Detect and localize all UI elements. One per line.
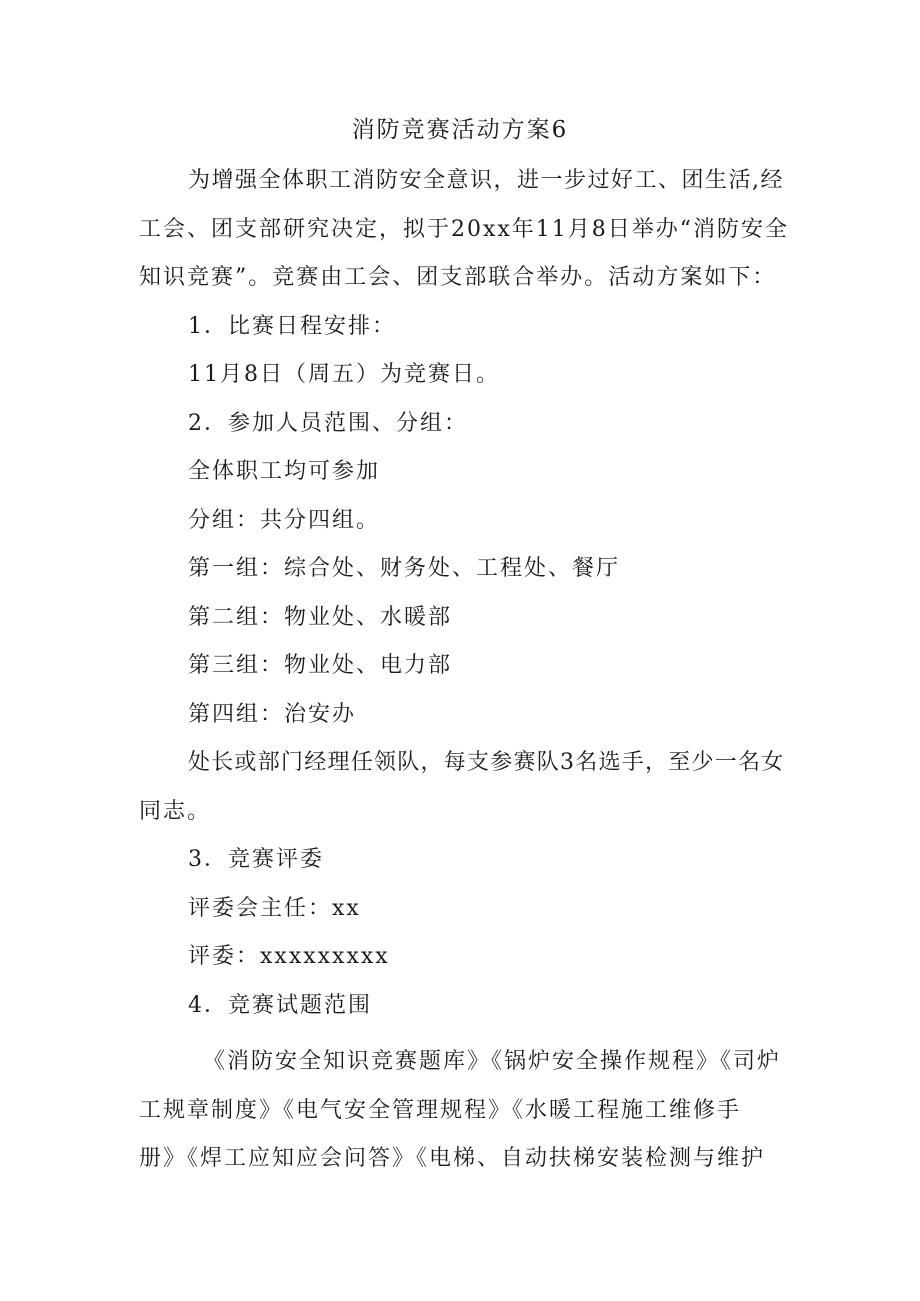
section-heading: 2．参加人员范围、分组：: [188, 410, 468, 436]
section-heading: 3．竞赛评委: [188, 847, 324, 872]
paragraph-line: 分组：共分四组。: [188, 507, 381, 533]
document-body: [139, 157, 789, 1184]
group-item: 第二组：物业处、水暖部: [188, 604, 453, 630]
paragraph-line: 册》《焊工应知应会问答》《电梯、自动扶梯安装检测与维护: [139, 1146, 766, 1171]
document-title: 消防竞赛活动方案6: [351, 117, 569, 143]
paragraph-line: 11月8日（周五）为竞赛日。: [188, 362, 500, 387]
paragraph-line: 工规章制度》《电气安全管理规程》《水暖工程施工维修手: [139, 1097, 742, 1123]
section-heading: 4．竞赛试题范围: [188, 992, 372, 1018]
group-item: 第一组：综合处、财务处、工程处、餐厅: [188, 556, 621, 581]
paragraph-line: 知识竞赛”。竞赛由工会、团支部联合举办。活动方案如下：: [139, 265, 777, 290]
paragraph-line: 全体职工均可参加: [188, 459, 381, 484]
paragraph-line: 处长或部门经理任领队，每支参赛队3名选手，至少一名女: [188, 750, 785, 775]
paragraph-line: 评委会主任：xx: [188, 895, 361, 921]
paragraph-line: 评委：xxxxxxxxx: [188, 944, 390, 969]
paragraph-line: 为增强全体职工消防安全意识，进一步过好工、团生活,经: [188, 168, 784, 193]
paragraph-line: 同志。: [139, 798, 212, 824]
section-heading: 1．比赛日程安排：: [188, 313, 396, 339]
group-item: 第三组：物业处、电力部: [188, 653, 453, 678]
paragraph-line: 《消防安全知识竞赛题库》《锅炉安全操作规程》《司炉: [203, 1049, 782, 1074]
group-item: 第四组：治安办: [188, 701, 357, 727]
paragraph-line: 工会、团支部研究决定，拟于20xx年11月8日举办“消防安全: [139, 216, 790, 242]
